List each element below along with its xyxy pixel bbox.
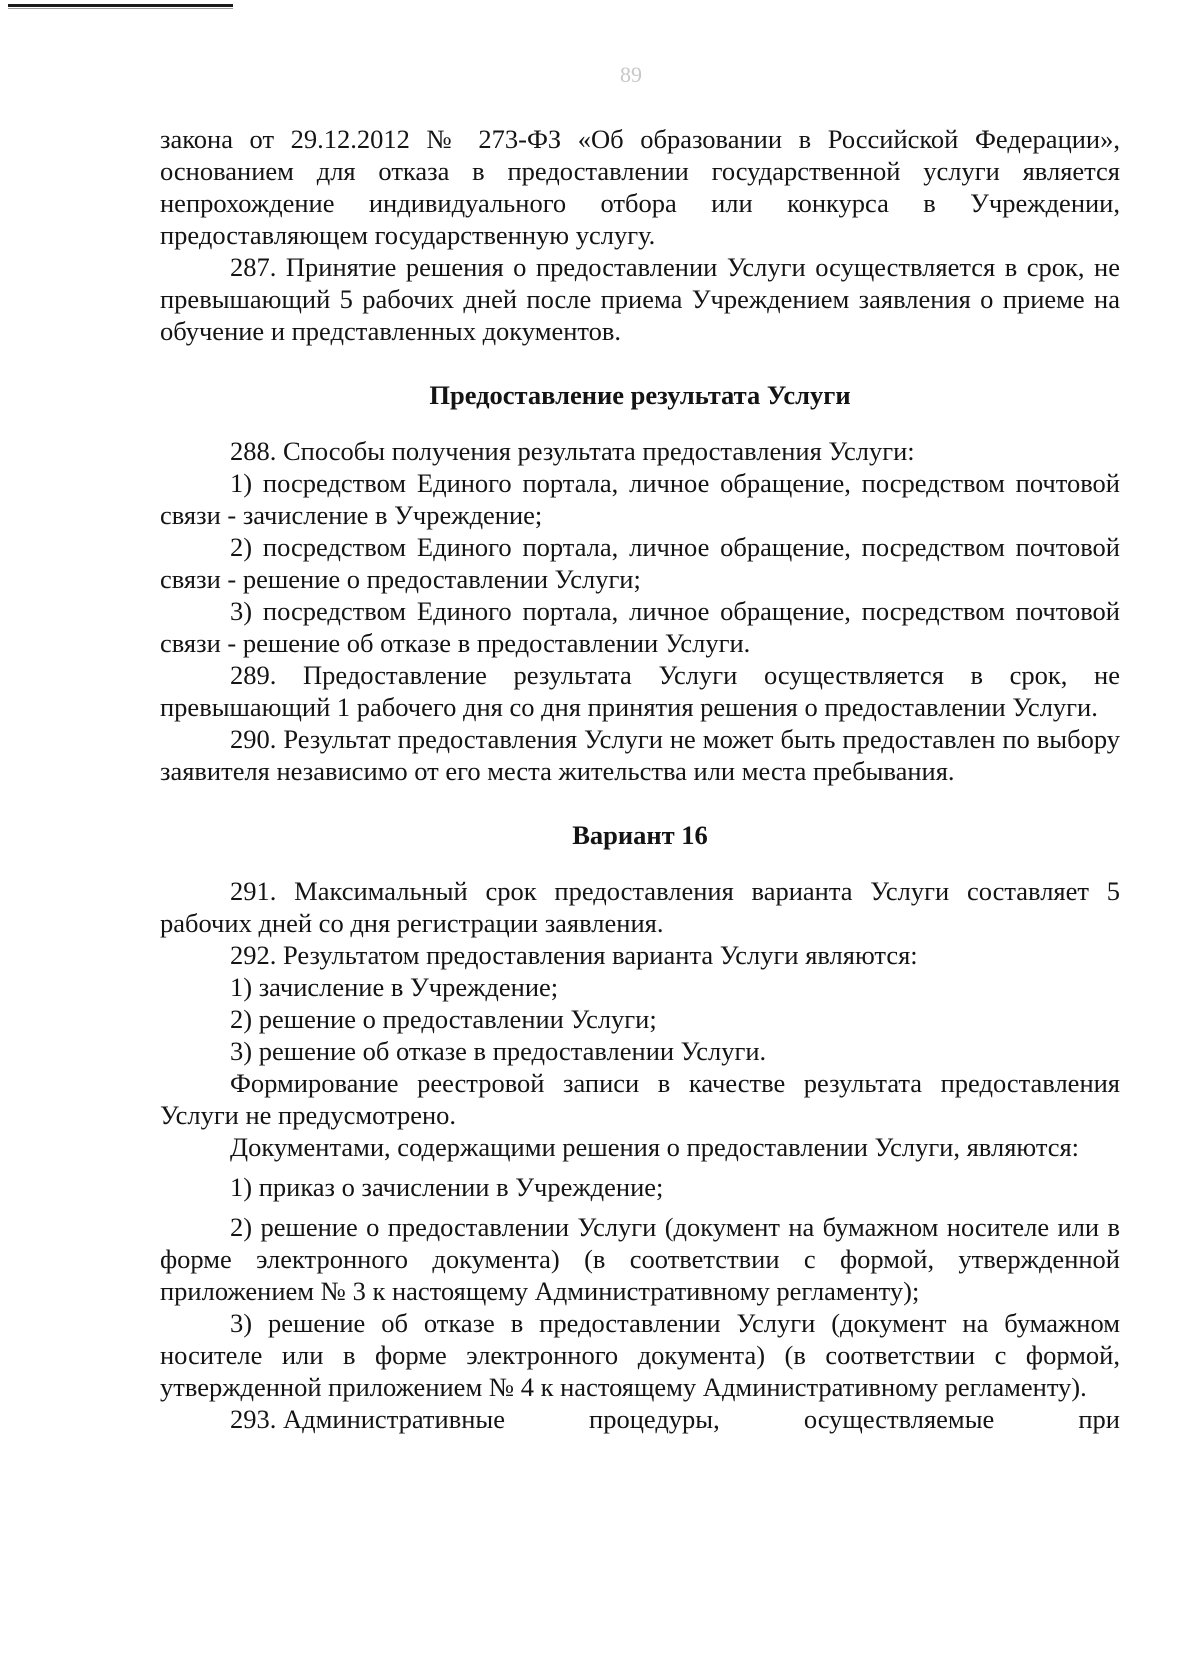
doc-item-2: 2) решение о предоставлении Услуги (документ на бумажном носителе или в форме электронного документа) (в соответствии с формой, утвержденной приложением № 3 к настоящему Административному регламенту);: [160, 1212, 1120, 1306]
result-item-3: 3) решение об отказе в предоставлении Услуги.: [230, 1036, 767, 1066]
paragraph-289: 289. Предоставление результата Услуги осуществляется в срок, не превышающий 1 рабочего дня со дня принятия решения о предоставлении Услуги.: [160, 660, 1120, 722]
paragraph-290: 290. Результат предоставления Услуги не может быть предоставлен по выбору заявителя независимо от его места жительства или места пребывания.: [160, 724, 1120, 786]
section-heading-result: Предоставление результата Услуги: [429, 380, 851, 410]
paragraph-continued: закона от 29.12.2012 № 273-ФЗ «Об образовании в Российской Федерации», основанием для отказа в предоставлении государственной услуги является непрохождение индивидуального отбора или конкурса в Учреждении, предоставляющем государственную услугу.: [160, 124, 1120, 250]
doc-item-3: 3) решение об отказе в предоставлении Услуги (документ на бумажном носителе или в форме электронного документа) (в соответствии с формой, утвержденной приложением № 4 к настоящему Административному регламенту).: [160, 1308, 1120, 1402]
list-item-288-2: 2) посредством Единого портала, личное обращение, посредством почтовой связи - решение о предоставлении Услуги;: [160, 532, 1120, 594]
document-page: [160, 123, 1120, 1435]
paragraph-293-start: [160, 1403, 1120, 1435]
result-item-1: 1) зачисление в Учреждение;: [230, 972, 559, 1002]
list-item-288-1: 1) посредством Единого портала, личное обращение, посредством почтовой связи - зачисление в Учреждение;: [160, 468, 1120, 530]
paragraph-292: 292. Результатом предоставления варианта Услуги являются:: [230, 940, 918, 970]
section-heading-variant: Вариант 16: [572, 820, 708, 850]
page-number: 89: [620, 62, 642, 87]
paragraph-293-word: процедуры,: [589, 1404, 720, 1434]
paragraph-291: 291. Максимальный срок предоставления варианта Услуги составляет 5 рабочих дней со дня регистрации заявления.: [160, 876, 1120, 938]
paragraph-293-word: при: [1078, 1404, 1120, 1434]
scan-edge-rule: [8, 4, 233, 7]
paragraph-293-word: осуществляемые: [803, 1404, 995, 1434]
result-item-2: 2) решение о предоставлении Услуги;: [230, 1004, 657, 1034]
paragraph-registry: Формирование реестровой записи в качестве результата предоставления Услуги не предусмотрено.: [160, 1068, 1120, 1130]
paragraph-docs-intro: Документами, содержащими решения о предоставлении Услуги, являются:: [230, 1132, 1080, 1162]
doc-item-1: 1) приказ о зачислении в Учреждение;: [230, 1172, 664, 1202]
paragraph-293-word: 293. Административные: [230, 1404, 505, 1434]
paragraph-288: 288. Способы получения результата предоставления Услуги:: [230, 436, 915, 466]
paragraph-287: 287. Принятие решения о предоставлении Услуги осуществляется в срок, не превышающий 5 рабочих дней после приема Учреждением заявления о приеме на обучение и представленных документов.: [160, 252, 1120, 346]
list-item-288-3: 3) посредством Единого портала, личное обращение, посредством почтовой связи - решение об отказе в предоставлении Услуги.: [160, 596, 1120, 658]
